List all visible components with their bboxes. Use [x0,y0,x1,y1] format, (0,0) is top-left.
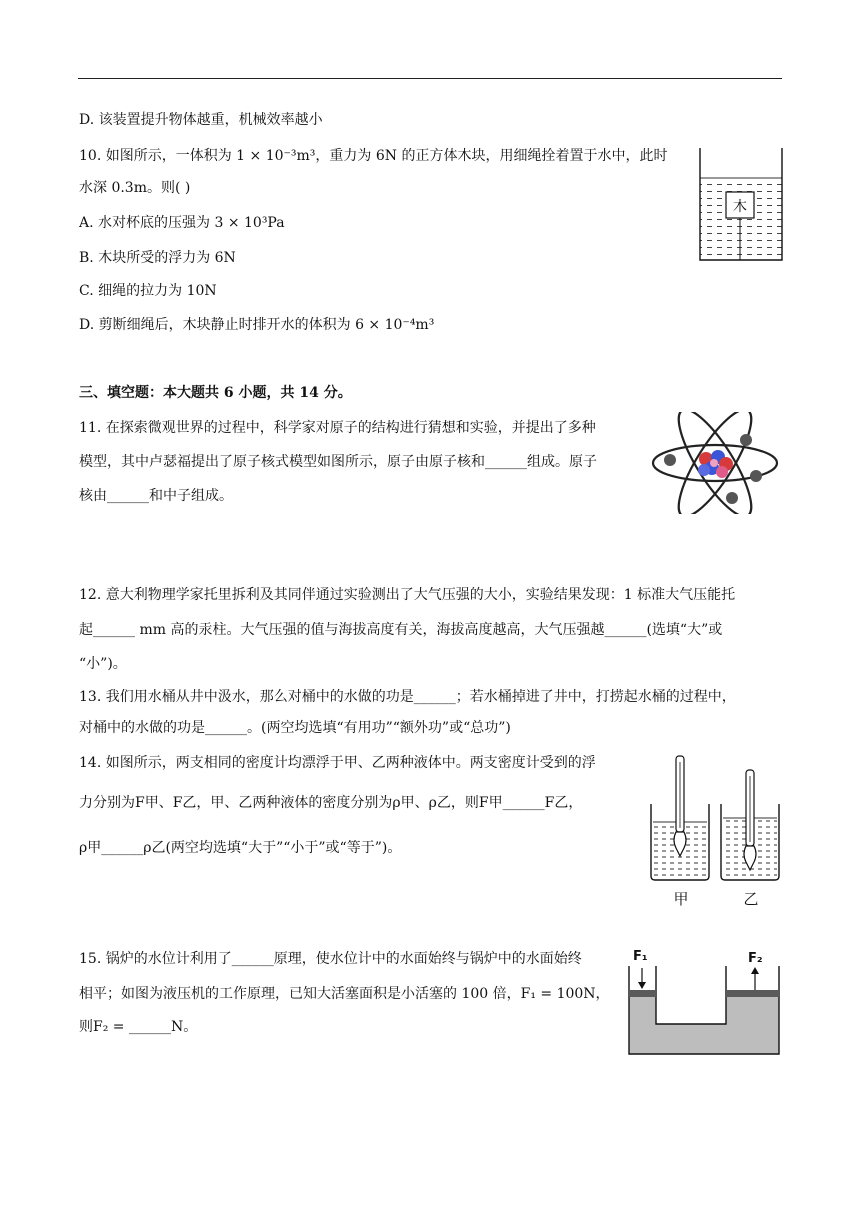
q10-stem-line2: 水深 0.3m。则( ) [79,180,191,196]
q11-line3: 核由______和中子组成。 [79,488,233,504]
q12-line2: 起______ mm 高的汞柱。大气压强的值与海拔高度有关，海拔高度越高，大气压强越______(选填“大”或 [79,622,723,638]
q11-line1: 11. 在探索微观世界的过程中，科学家对原子的结构进行猜想和实验，并提出了多种 [79,420,596,436]
q10-stem-line1: 10. 如图所示，一体积为 1 × 10⁻³m³，重力为 6N 的正方体木块，用细绳拴着置于水中，此时 [79,148,668,164]
q9-option-d: D. 该装置提升物体越重，机械效率越小 [79,112,323,128]
q13-line2: 对桶中的水做的功是______。(两空均选填“有用功”“额外功”或“总功”) [79,720,511,736]
q10-option-d: D. 剪断细绳后，木块静止时排开水的体积为 6 × 10⁻⁴m³ [79,317,435,333]
q10-option-c: C. 细绳的拉力为 10N [79,283,217,299]
label-yi: 乙 [743,890,759,908]
section-3-heading: 三、填空题：本大题共 6 小题，共 14 分。 [79,385,352,401]
atom-model-figure [648,412,782,514]
q15-line1: 15. 锅炉的水位计利用了______原理，使水位计中的水面始终与锅炉中的水面始终 [79,951,582,967]
label-f1: F₁ [633,949,648,964]
q13-line1: 13. 我们用水桶从井中汲水，那么对桶中的水做的功是______；若水桶掉进了井中，打捞起水桶的过程中， [79,689,736,705]
q15-line3: 则F₂ = ______N。 [79,1019,198,1035]
q11-line2: 模型，其中卢瑟福提出了原子核式模型如图所示，原子由原子核和______组成。原子 [79,454,597,470]
wood-block-label: 木 [733,199,747,215]
beaker-wood-figure [696,146,786,264]
label-f2: F₂ [748,951,763,966]
q10-option-b: B. 木块所受的浮力为 6N [79,250,236,266]
q14-line2: 力分别为F甲、F乙，甲、乙两种液体的密度分别为ρ甲、ρ乙，则F甲______F乙， [79,795,583,811]
q12-line1: 12. 意大利物理学家托里拆利及其同伴通过实验测出了大气压强的大小，实验结果发现：1 标准大气压能托 [79,587,736,603]
hydraulic-press-figure [624,944,784,1058]
q12-line3: “小”)。 [79,656,127,672]
q10-option-a: A. 水对杯底的压强为 3 × 10³Pa [79,215,285,231]
q14-line3: ρ甲______ρ乙(两空均选填“大于”“小于”或“等于”)。 [79,840,402,856]
header-rule [78,78,782,79]
label-jia: 甲 [673,890,689,908]
hydrometer-figure [645,752,785,912]
q15-line2: 相平；如图为液压机的工作原理，已知大活塞面积是小活塞的 100 倍，F₁ = 100N， [79,986,610,1002]
q14-line1: 14. 如图所示，两支相同的密度计均漂浮于甲、乙两种液体中。两支密度计受到的浮 [79,755,596,771]
